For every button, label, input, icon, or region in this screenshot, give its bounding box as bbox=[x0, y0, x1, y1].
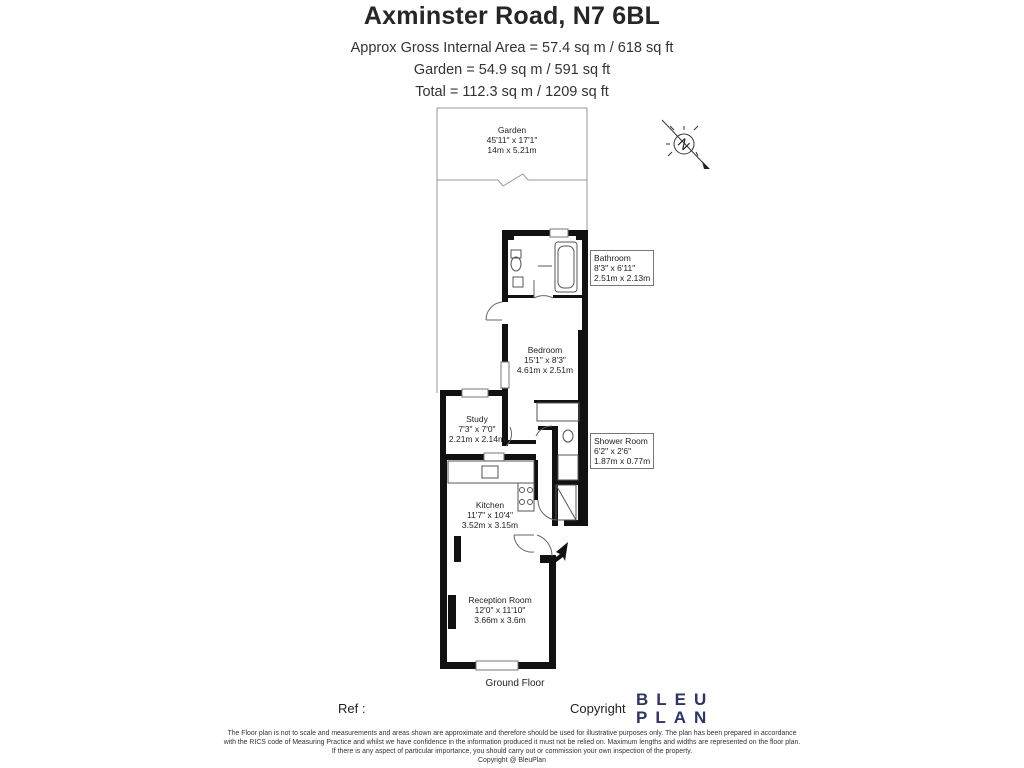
room-label-shower bbox=[590, 433, 654, 469]
total-area-text: Total = 112.3 sq m / 1209 sq ft bbox=[415, 84, 609, 100]
fixtures bbox=[448, 242, 579, 520]
bedroom-imperial: 15'1" x 8'3" bbox=[524, 355, 566, 365]
ref-label: Ref : bbox=[338, 701, 366, 716]
logo-line-2: PLAN bbox=[636, 708, 715, 727]
compass-letter: N bbox=[674, 134, 694, 154]
room-label-bathroom bbox=[590, 250, 654, 286]
garden-area-text: Garden = 54.9 sq m / 591 sq ft bbox=[413, 62, 611, 78]
garden-metric: 14m x 5.21m bbox=[487, 145, 537, 155]
disclaimer-line: If there is any aspect of particular importance, you should carry out or commission your own inspection of the property. bbox=[331, 748, 693, 755]
room-label-kitchen bbox=[450, 500, 530, 530]
disclaimer-line: with the RICS code of Measuring Practice and whilst we have confidence in the information produced it must not be relied on. Maximum lengths and widths are represented on the floor plan. bbox=[223, 739, 801, 746]
entrance-arrow bbox=[552, 542, 568, 563]
floor-label: Ground Floor bbox=[485, 678, 545, 689]
reception-name: Reception Room bbox=[468, 595, 532, 605]
disclaimer bbox=[150, 729, 874, 765]
room-label-study bbox=[440, 414, 514, 444]
bedroom-name: Bedroom bbox=[527, 345, 563, 355]
reception-metric: 3.66m x 3.6m bbox=[474, 615, 526, 625]
bedroom-metric: 4.61m x 2.51m bbox=[516, 365, 574, 375]
room-label-garden bbox=[462, 125, 562, 155]
disclaimer-copyright: Copyright @ BleuPlan bbox=[478, 757, 546, 764]
study-imperial: 7'3" x 7'0" bbox=[458, 424, 496, 434]
garden-imperial: 45'11" x 17'1" bbox=[486, 135, 538, 145]
reception-imperial: 12'0" x 11'10" bbox=[474, 605, 526, 615]
shower-metric: 1.87m x 0.77m bbox=[594, 456, 651, 466]
internal-area-text: Approx Gross Internal Area = 57.4 sq m / 618 sq ft bbox=[350, 40, 674, 56]
bathroom-imperial: 8'3" x 6'11" bbox=[594, 263, 636, 273]
copyright-label: Copyright bbox=[570, 701, 626, 716]
kitchen-name: Kitchen bbox=[475, 500, 505, 510]
logo-line-1: BLEU bbox=[636, 690, 715, 709]
garden-name: Garden bbox=[497, 125, 527, 135]
bathroom-metric: 2.51m x 2.13m bbox=[594, 273, 651, 283]
kitchen-imperial: 11'7" x 10'4" bbox=[467, 510, 513, 520]
bathroom-name: Bathroom bbox=[594, 253, 631, 263]
shower-name: Shower Room bbox=[594, 436, 648, 446]
north-arrow-icon bbox=[658, 116, 714, 172]
study-metric: 2.21m x 2.14m bbox=[448, 434, 506, 444]
room-label-bedroom bbox=[505, 345, 585, 375]
shower-imperial: 6'2" x 2'6" bbox=[594, 446, 632, 456]
disclaimer-line: The Floor plan is not to scale and measurements and areas shown are approximate and therefore should be used for illustrative purposes only. The plan has been prepared in accordance bbox=[227, 730, 797, 737]
property-title: Axminster Road, N7 6BL bbox=[363, 2, 661, 30]
bleuplan-logo bbox=[636, 691, 714, 727]
study-name: Study bbox=[466, 414, 488, 424]
room-label-reception bbox=[455, 595, 545, 625]
kitchen-metric: 3.52m x 3.15m bbox=[461, 520, 519, 530]
